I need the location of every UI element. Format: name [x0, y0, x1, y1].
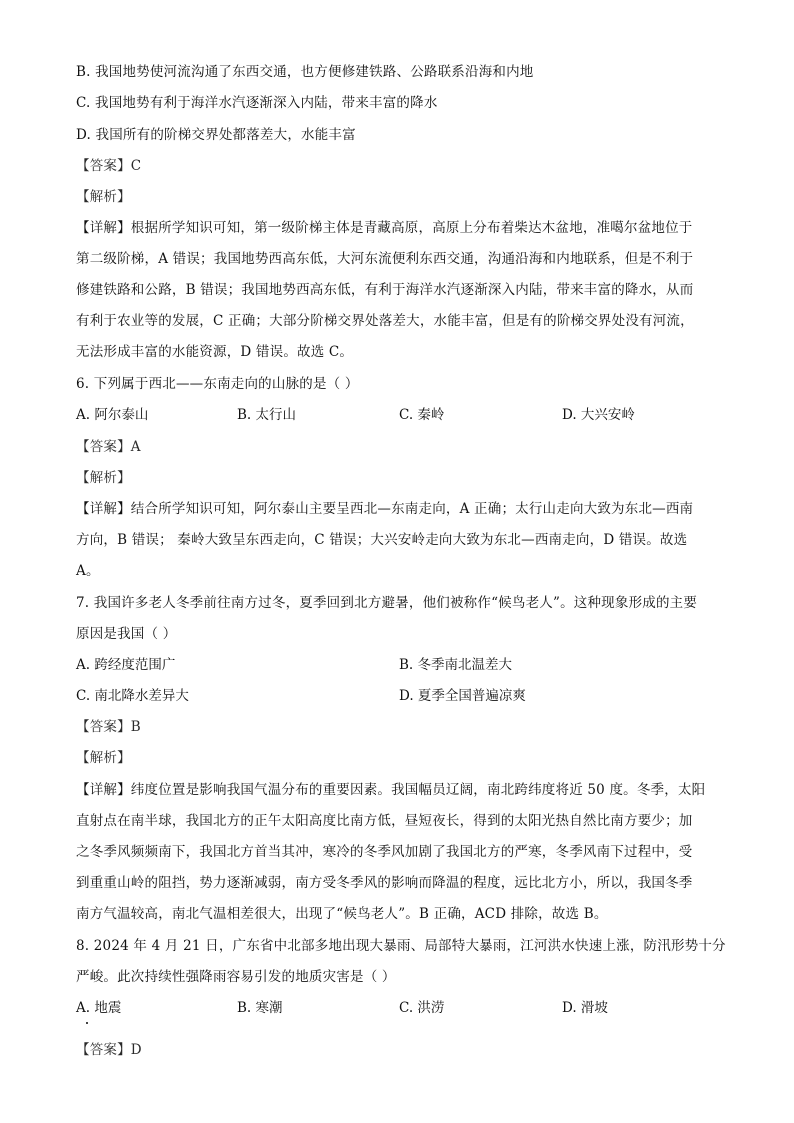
q5-detail-line: 无法形成丰富的水能资源，D 错误。故选 C。 [76, 344, 354, 360]
q8-option-a: A. 地震 [76, 1000, 122, 1016]
q7-detail-line: 直射点在南半球，我国北方的正午太阳高度比南方低，昼短夜长，得到的太阳光热自然比南方要少；加 [76, 813, 693, 829]
q5-option-c: C. 我国地势有利于海洋水汽逐渐深入内陆，带来丰富的降水 [76, 95, 438, 111]
q6-answer: 【答案】A [76, 439, 141, 455]
q8-option-c: C. 洪涝 [399, 1000, 445, 1016]
q5-answer: 【答案】C [76, 158, 142, 174]
q7-option-d: D. 夏季全国普遍凉爽 [399, 688, 526, 704]
q7-answer: 【答案】B [76, 719, 141, 735]
q7-detail-line: 之冬季风频频南下，我国北方首当其冲，寒冷的冬季风加剧了我国北方的严寒，冬季风南下过程中，受 [76, 844, 693, 860]
q6-detail-line: A。 [76, 563, 100, 579]
q8-option-b: B. 寒潮 [237, 1000, 283, 1016]
q7-option-c: C. 南北降水差异大 [76, 688, 189, 704]
stray-dot [86, 1022, 88, 1024]
q5-detail-line: 修建铁路和公路，B 错误；我国地势西高东低，有利于海洋水汽逐渐深入内陆，带来丰富的降水，从而 [76, 282, 694, 298]
q7-analysis-label: 【解析】 [76, 750, 131, 766]
q8-question-line: 8. 2024 年 4 月 21 日，广东省中北部多地出现大暴雨、局部特大暴雨，江河洪水快速上涨，防汛形势十分 [76, 938, 726, 954]
q7-detail-line: 南方气温较高，南北气温相差很大，出现了“候鸟老人”。B 正确，ACD 排除，故选 B。 [76, 906, 608, 922]
q5-analysis-label: 【解析】 [76, 189, 131, 205]
q5-detail-line: 第二级阶梯，A 错误；我国地势西高东低，大河东流便利东西交通，沟通沿海和内地联系，但是不利于 [76, 251, 694, 267]
q6-detail-line: 方向，B 错误； 秦岭大致呈东西走向，C 错误；大兴安岭走向大致为东北—西南走向，D 错误。故选 [76, 532, 688, 548]
q6-detail-line: 【详解】结合所学知识可知，阿尔泰山主要呈西北—东南走向，A 正确；太行山走向大致为东北—西南 [76, 501, 694, 517]
q7-question-line: 7. 我国许多老人冬季前往南方过冬，夏季回到北方避暑，他们被称作“候鸟老人”。这种现象形成的主要 [76, 595, 698, 611]
q5-detail-line: 【详解】根据所学知识可知，第一级阶梯主体是青藏高原，高原上分布着柴达木盆地，准噶尔盆地位于 [76, 220, 693, 236]
q7-option-b: B. 冬季南北温差大 [399, 657, 513, 673]
q8-question-line: 严峻。此次持续性强降雨容易引发的地质灾害是（ ） [76, 969, 396, 985]
q6-option-d: D. 大兴安岭 [562, 407, 635, 423]
q8-option-d: D. 滑坡 [562, 1000, 608, 1016]
q7-detail-line: 到重重山岭的阻挡，势力逐渐减弱，南方受冬季风的影响而降温的程度，远比北方小，所以，我国冬季 [76, 875, 693, 891]
q5-detail-line: 有利于农业等的发展，C 正确；大部分阶梯交界处落差大，水能丰富，但是有的阶梯交界处没有河流， [76, 313, 694, 329]
q7-detail-line: 【详解】纬度位置是影响我国气温分布的重要因素。我国幅员辽阔，南北跨纬度将近 50 度。冬季，太阳 [76, 782, 706, 798]
q6-option-b: B. 太行山 [237, 407, 297, 423]
q5-option-b: B. 我国地势使河流沟通了东西交通，也方便修建铁路、公路联系沿海和内地 [76, 64, 534, 80]
q7-option-a: A. 跨经度范围广 [76, 657, 176, 673]
q6-analysis-label: 【解析】 [76, 470, 131, 486]
q5-option-d: D. 我国所有的阶梯交界处都落差大，水能丰富 [76, 127, 356, 143]
q6-option-a: A. 阿尔泰山 [76, 407, 149, 423]
q7-question-line: 原因是我国（ ） [76, 626, 177, 642]
q8-answer: 【答案】D [76, 1042, 142, 1058]
q6-question: 6. 下列属于西北——东南走向的山脉的是（ ） [76, 376, 359, 392]
q6-option-c: C. 秦岭 [399, 407, 445, 423]
